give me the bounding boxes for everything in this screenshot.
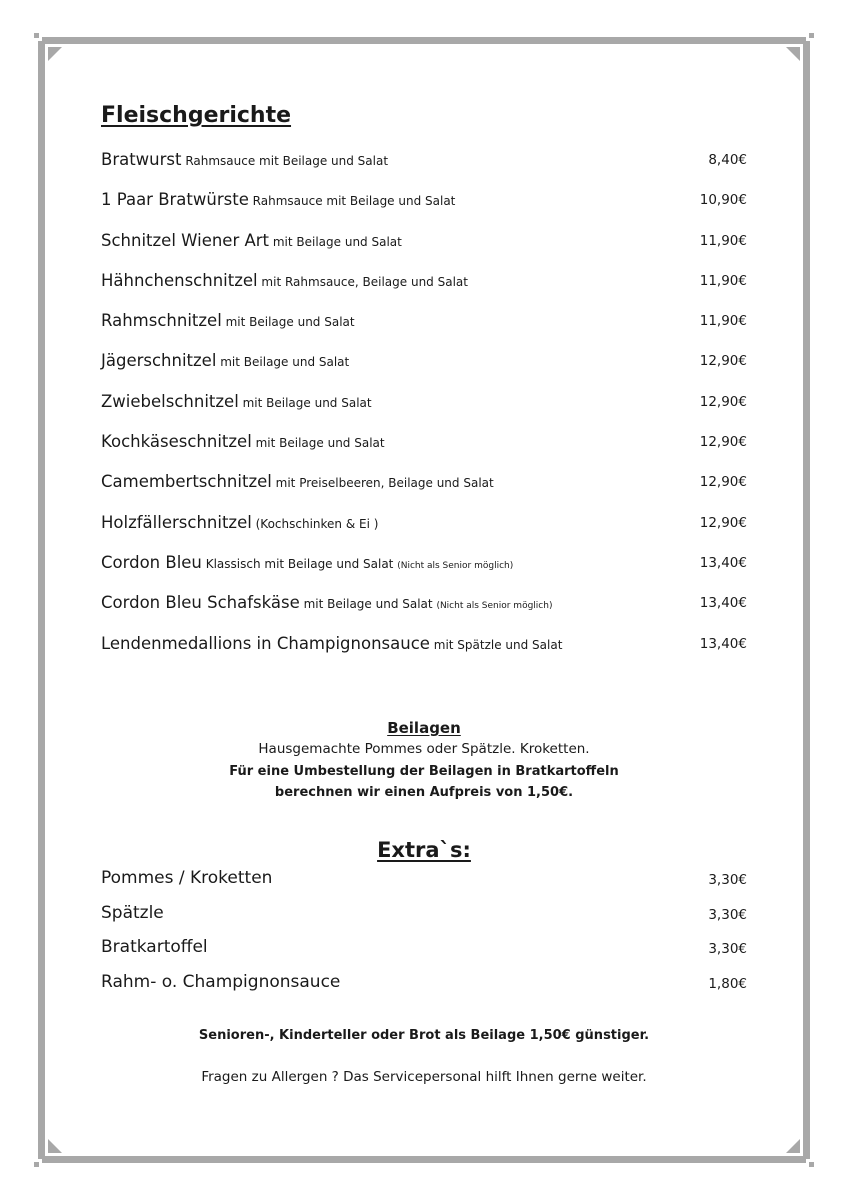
dish-row: [101, 428, 747, 468]
dish-row: [101, 509, 747, 549]
corner-triangle-icon: [786, 47, 800, 61]
dish-row: [101, 186, 747, 226]
dish-row: [101, 549, 747, 589]
allergen-note: Fragen zu Allergen ? Das Servicepersonal hilft Ihnen gerne weiter.: [201, 1069, 647, 1085]
dish-row: [101, 347, 747, 387]
dish-description: mit Beilage und Salat: [221, 315, 355, 330]
dish-list: [101, 146, 747, 670]
extra-name: Spätzle: [101, 902, 164, 923]
dish-price: 13,40€: [699, 595, 747, 612]
dish-description: mit Rahmsauce, Beilage und Salat: [257, 274, 468, 289]
dish-price: 13,40€: [699, 554, 747, 571]
dish-description: mit Beilage und Salat: [238, 395, 372, 410]
dish-price: 11,90€: [699, 272, 747, 289]
dish-row: [101, 589, 747, 629]
dish-name: Camembertschnitzel: [101, 472, 272, 492]
dish-description: Rahmsauce mit Beilage und Salat: [248, 194, 456, 209]
beilagen-text: Hausgemachte Pommes oder Spätzle. Kroketten.: [258, 741, 590, 757]
dish-name: Kochkäseschnitzel: [101, 432, 252, 452]
dish-note: (Nicht als Senior möglich): [397, 560, 514, 571]
extra-row: [101, 865, 747, 900]
frame-bottom-border: [42, 1156, 806, 1163]
extra-row: [101, 900, 747, 935]
dish-description: mit Beilage und Salat: [216, 355, 350, 370]
dish-row: [101, 388, 747, 428]
dish-description: (Kochschinken & Ei ): [251, 516, 379, 531]
beilagen-note: Für eine Umbestellung der Beilagen in Bratkartoffeln: [229, 764, 619, 779]
frame-corner-dot: [34, 33, 39, 38]
extras-list: [101, 865, 747, 1003]
dish-price: 12,90€: [699, 474, 747, 491]
dish-price: 12,90€: [699, 514, 747, 531]
dish-price: 10,90€: [699, 192, 747, 209]
dish-name: Hähnchenschnitzel: [101, 270, 258, 290]
dish-description: Klassisch mit Beilage und Salat: [201, 556, 398, 571]
extra-name: Bratkartoffel: [101, 937, 208, 957]
dish-name: Cordon Bleu: [101, 552, 202, 572]
senioren-note: Senioren-, Kinderteller oder Brot als Beilage 1,50€ günstiger.: [198, 1028, 650, 1043]
frame-right-border: [803, 41, 810, 1159]
frame-corner-dot: [34, 1162, 39, 1167]
dish-name: Zwiebelschnitzel: [101, 391, 239, 411]
corner-triangle-icon: [786, 1139, 800, 1153]
dish-price: 12,90€: [699, 393, 747, 410]
frame-top-border: [42, 37, 806, 44]
dish-name: Lendenmedallions in Champignonsauce: [101, 633, 430, 653]
dish-name: Schnitzel Wiener Art: [101, 230, 270, 250]
dish-name: Jägerschnitzel: [101, 351, 217, 371]
extra-price: 1,80€: [708, 975, 747, 992]
frame-corner-dot: [809, 33, 814, 38]
dish-row: [101, 307, 747, 347]
extra-price: 3,30€: [708, 941, 747, 957]
beilagen-note: berechnen wir einen Aufpreis von 1,50€.: [274, 785, 574, 800]
dish-name: Bratwurst: [101, 150, 182, 169]
beilagen-heading: Beilagen: [387, 719, 461, 737]
dish-note: (Nicht als Senior möglich): [436, 601, 553, 612]
dish-price: 8,40€: [708, 152, 747, 168]
dish-description: Rahmsauce mit Beilage und Salat: [181, 154, 389, 168]
extra-price: 3,30€: [708, 872, 747, 888]
dish-price: 11,90€: [699, 232, 747, 249]
corner-triangle-icon: [48, 47, 62, 61]
dish-name: Holzfällerschnitzel: [101, 512, 252, 532]
dish-row: [101, 267, 747, 307]
dish-description: mit Beilage und Salat: [299, 597, 437, 612]
dish-description: mit Beilage und Salat: [251, 436, 385, 451]
frame-left-border: [38, 41, 45, 1159]
extra-row: [101, 969, 747, 1004]
extra-price: 3,30€: [708, 906, 747, 923]
dish-name: Rahmschnitzel: [101, 311, 222, 331]
dish-price: 12,90€: [699, 353, 747, 370]
dish-row: [101, 630, 747, 670]
corner-triangle-icon: [48, 1139, 62, 1153]
dish-name: 1 Paar Bratwürste: [101, 190, 249, 210]
extra-name: Pommes / Kroketten: [101, 868, 273, 888]
frame-corner-dot: [809, 1162, 814, 1167]
dish-price: 12,90€: [699, 434, 747, 451]
extra-name: Rahm- o. Champignonsauce: [101, 971, 341, 992]
extras-heading: Extra`s:: [377, 838, 471, 862]
dish-description: mit Beilage und Salat: [269, 234, 402, 249]
dish-row: [101, 227, 747, 267]
page-title: Fleischgerichte: [101, 103, 292, 128]
dish-row: [101, 468, 747, 508]
dish-description: mit Preiselbeeren, Beilage und Salat: [271, 476, 494, 491]
dish-row: [101, 146, 747, 186]
dish-price: 13,40€: [699, 635, 747, 652]
dish-description: mit Spätzle und Salat: [429, 637, 563, 652]
dish-name: Cordon Bleu Schafskäse: [101, 593, 300, 613]
dish-price: 11,90€: [699, 313, 747, 330]
extra-row: [101, 934, 747, 969]
